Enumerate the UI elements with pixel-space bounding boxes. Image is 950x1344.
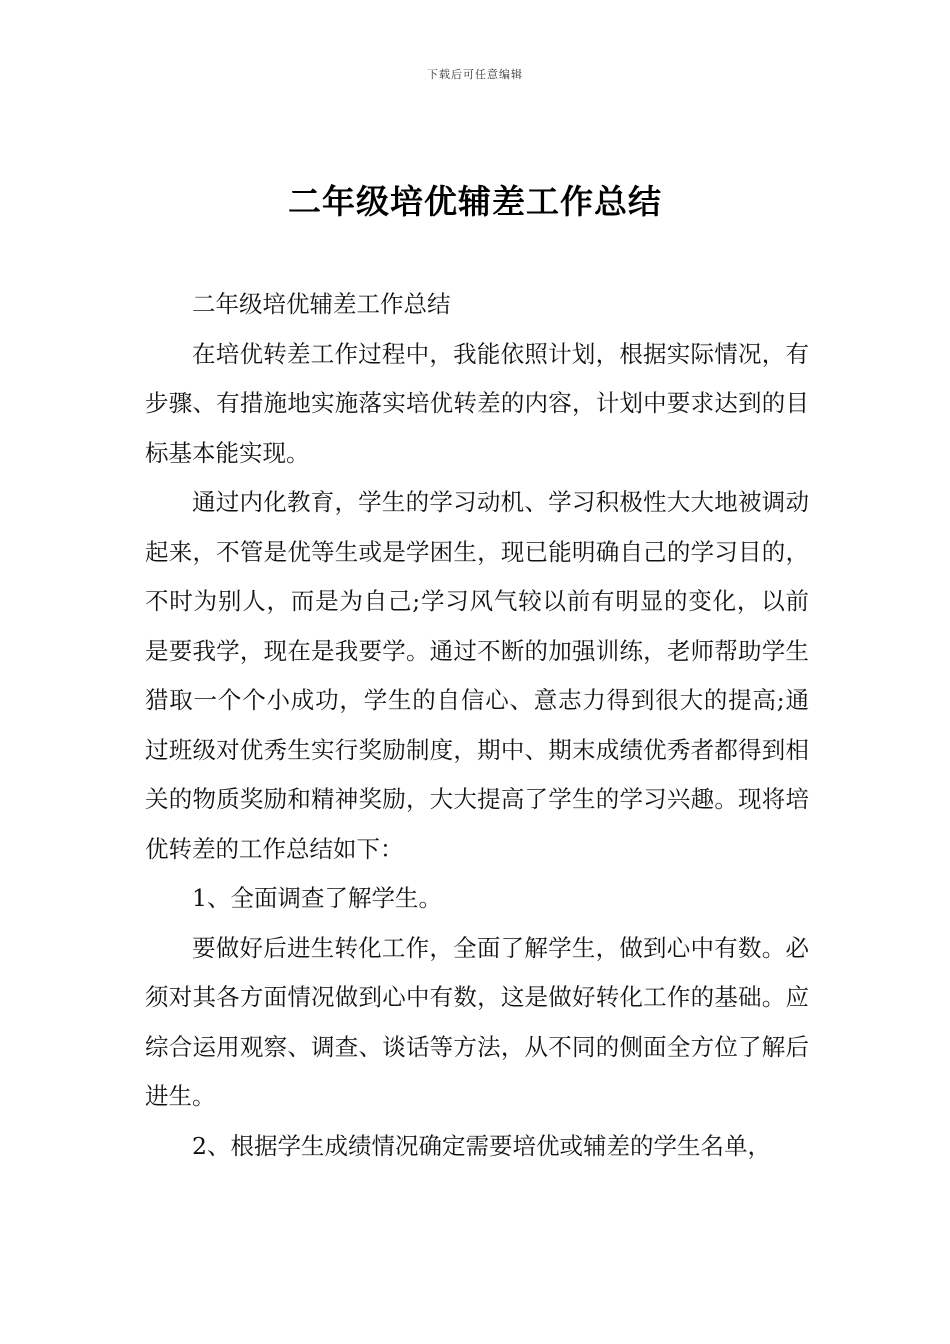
- paragraph-subtitle: 二年级培优辅差工作总结: [192, 290, 451, 318]
- document-title: 二年级培优辅差工作总结: [288, 182, 662, 221]
- document-body: [145, 280, 809, 1171]
- paragraph-heading: 2、根据学生成绩情况确定需要培优或辅差的学生名单，: [192, 1131, 771, 1160]
- header-note: 下载后可任意编辑: [427, 68, 523, 81]
- paragraph: 在培优转差工作过程中，我能依照计划，根据实际情况，有步骤、有措施地实施落实培优转差的内容，计划中要求达到的目标基本能实现。: [145, 339, 809, 467]
- paragraph: 要做好后进生转化工作，全面了解学生，做到心中有数。必须对其各方面情况做到心中有数，这是做好转化工作的基础。应综合运用观察、调查、谈话等方法，从不同的侧面全方位了解后进生。: [145, 933, 809, 1110]
- paragraph-heading: 1、全面调查了解学生。: [192, 884, 442, 912]
- paragraph: 通过内化教育，学生的学习动机、学习积极性大大地被调动起来，不管是优等生或是学困生，现已能明确自己的学习目的，不时为别人，而是为自己;学习风气较以前有明显的变化，以前是要我学，现在是我要学。通过不断的加强训练，老师帮助学生猎取一个个小成功，学生的自信心、意志力得到很大的提高;通过班级对优秀生实行奖励制度，期中、期末成绩优秀者都得到相关的物质奖励和精神奖励，大大提高了学生的学习兴趣。现将培优转差的工作总结如下：: [145, 488, 809, 863]
